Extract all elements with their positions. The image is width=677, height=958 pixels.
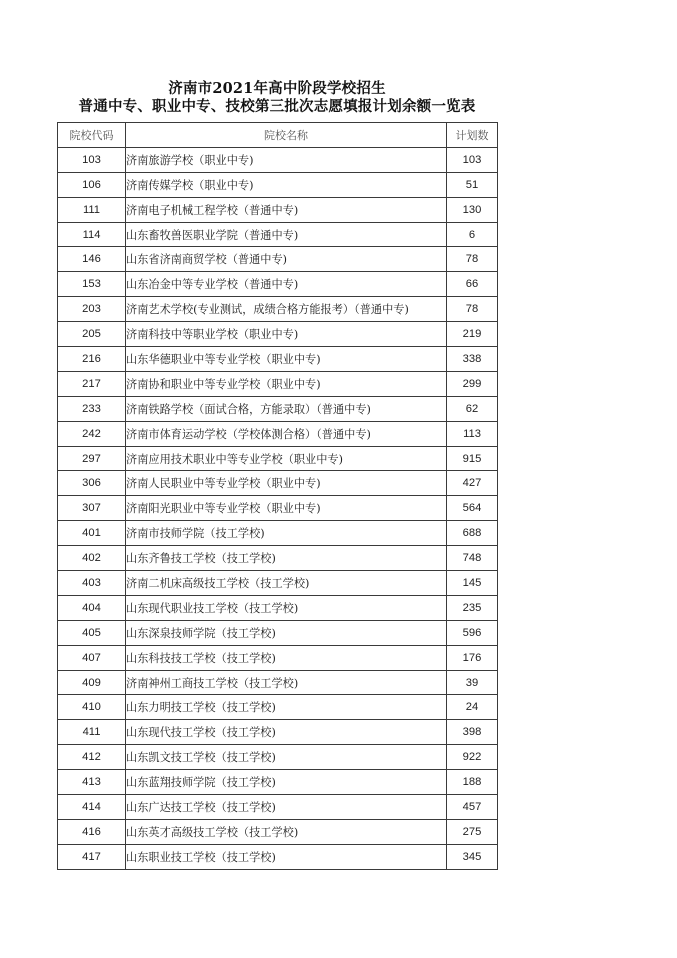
school-name-cell: 山东广达技工学校（技工学校) — [126, 795, 447, 820]
school-name-cell: 济南人民职业中等专业学校（职业中专) — [126, 471, 447, 496]
table-row — [58, 247, 498, 272]
school-name-cell: 山东现代职业技工学校（技工学校) — [126, 595, 447, 620]
plan-count-cell: 338 — [447, 347, 498, 372]
plan-count-cell: 62 — [447, 396, 498, 421]
school-name-cell: 济南应用技术职业中等专业学校（职业中专) — [126, 446, 447, 471]
plan-count-cell: 24 — [447, 695, 498, 720]
header-school-name: 院校名称 — [126, 123, 447, 148]
school-name-cell: 山东冶金中等专业学校（普通中专) — [126, 272, 447, 297]
plan-count-cell: 688 — [447, 521, 498, 546]
plan-count-cell: 78 — [447, 297, 498, 322]
school-name-cell: 山东蓝翔技师学院（技工学校) — [126, 770, 447, 795]
school-name-cell: 济南阳光职业中等专业学校（职业中专) — [126, 496, 447, 521]
table-row — [58, 172, 498, 197]
plan-count-cell: 235 — [447, 595, 498, 620]
plan-count-cell: 427 — [447, 471, 498, 496]
table-row — [58, 695, 498, 720]
plan-count-cell: 596 — [447, 620, 498, 645]
school-code-cell: 404 — [58, 595, 126, 620]
plan-count-cell: 51 — [447, 172, 498, 197]
table-row — [58, 371, 498, 396]
table-row — [58, 297, 498, 322]
school-code-cell: 409 — [58, 670, 126, 695]
table-row — [58, 844, 498, 869]
table-row — [58, 546, 498, 571]
table-body — [58, 147, 498, 869]
school-code-cell: 410 — [58, 695, 126, 720]
school-code-cell: 405 — [58, 620, 126, 645]
school-code-cell: 411 — [58, 720, 126, 745]
school-code-cell: 297 — [58, 446, 126, 471]
school-code-cell: 414 — [58, 795, 126, 820]
plan-count-cell: 103 — [447, 147, 498, 172]
school-name-cell: 济南电子机械工程学校（普通中专) — [126, 197, 447, 222]
table-row — [58, 222, 498, 247]
school-code-cell: 233 — [58, 396, 126, 421]
table-row — [58, 745, 498, 770]
school-name-cell: 济南市体育运动学校（学校体测合格）（普通中专) — [126, 421, 447, 446]
school-name-cell: 山东凯文技工学校（技工学校) — [126, 745, 447, 770]
school-code-cell: 153 — [58, 272, 126, 297]
school-code-cell: 401 — [58, 521, 126, 546]
table-row — [58, 322, 498, 347]
school-name-cell: 山东职业技工学校（技工学校) — [126, 844, 447, 869]
table-row — [58, 819, 498, 844]
plan-count-cell: 299 — [447, 371, 498, 396]
school-name-cell: 济南艺术学校(专业测试，成绩合格方能报考）（普通中专) — [126, 297, 447, 322]
plan-count-cell: 113 — [447, 421, 498, 446]
plan-count-cell: 176 — [447, 645, 498, 670]
table-row — [58, 396, 498, 421]
school-code-cell: 216 — [58, 347, 126, 372]
school-code-cell: 242 — [58, 421, 126, 446]
school-code-cell: 307 — [58, 496, 126, 521]
plan-count-cell: 188 — [447, 770, 498, 795]
plan-table — [57, 122, 498, 870]
table-row — [58, 446, 498, 471]
plan-count-cell: 922 — [447, 745, 498, 770]
document-subtitle: 普通中专、职业中专、技校第三批次志愿填报计划余额一览表 — [78, 98, 476, 115]
document-title: 济南市2021年高中阶段学校招生 — [168, 80, 386, 97]
table-row — [58, 620, 498, 645]
header-school-code: 院校代码 — [58, 123, 126, 148]
school-code-cell: 403 — [58, 571, 126, 596]
school-name-cell: 山东英才高级技工学校（技工学校) — [126, 819, 447, 844]
plan-count-cell: 219 — [447, 322, 498, 347]
plan-count-cell: 398 — [447, 720, 498, 745]
table-row — [58, 720, 498, 745]
plan-count-cell: 130 — [447, 197, 498, 222]
school-name-cell: 山东齐鲁技工学校（技工学校) — [126, 546, 447, 571]
school-code-cell: 407 — [58, 645, 126, 670]
school-code-cell: 111 — [58, 197, 126, 222]
school-name-cell: 山东现代技工学校（技工学校) — [126, 720, 447, 745]
school-name-cell: 济南协和职业中等专业学校（职业中专) — [126, 371, 447, 396]
plan-count-cell: 66 — [447, 272, 498, 297]
school-name-cell: 山东畜牧兽医职业学院（普通中专) — [126, 222, 447, 247]
school-code-cell: 416 — [58, 819, 126, 844]
plan-count-cell: 275 — [447, 819, 498, 844]
school-code-cell: 203 — [58, 297, 126, 322]
plan-count-cell: 748 — [447, 546, 498, 571]
table-header-row — [58, 123, 498, 148]
plan-count-cell: 915 — [447, 446, 498, 471]
plan-count-cell: 145 — [447, 571, 498, 596]
plan-count-cell: 457 — [447, 795, 498, 820]
table-row — [58, 795, 498, 820]
table-row — [58, 421, 498, 446]
school-name-cell: 济南二机床高级技工学校（技工学校) — [126, 571, 447, 596]
school-code-cell: 217 — [58, 371, 126, 396]
table-row — [58, 645, 498, 670]
table-row — [58, 770, 498, 795]
school-code-cell: 114 — [58, 222, 126, 247]
school-code-cell: 106 — [58, 172, 126, 197]
school-code-cell: 417 — [58, 844, 126, 869]
school-code-cell: 402 — [58, 546, 126, 571]
table-row — [58, 272, 498, 297]
table-row — [58, 521, 498, 546]
table-row — [58, 147, 498, 172]
table-row — [58, 670, 498, 695]
school-code-cell: 306 — [58, 471, 126, 496]
plan-count-cell: 78 — [447, 247, 498, 272]
table-row — [58, 496, 498, 521]
school-code-cell: 205 — [58, 322, 126, 347]
plan-count-cell: 345 — [447, 844, 498, 869]
school-name-cell: 山东力明技工学校（技工学校) — [126, 695, 447, 720]
school-name-cell: 山东科技技工学校（技工学校) — [126, 645, 447, 670]
school-code-cell: 412 — [58, 745, 126, 770]
school-name-cell: 济南传媒学校（职业中专) — [126, 172, 447, 197]
school-name-cell: 济南科技中等职业学校（职业中专) — [126, 322, 447, 347]
table-row — [58, 571, 498, 596]
school-name-cell: 济南市技师学院（技工学校) — [126, 521, 447, 546]
school-name-cell: 济南旅游学校（职业中专) — [126, 147, 447, 172]
school-code-cell: 103 — [58, 147, 126, 172]
plan-count-cell: 564 — [447, 496, 498, 521]
table-row — [58, 471, 498, 496]
school-name-cell: 山东省济南商贸学校（普通中专) — [126, 247, 447, 272]
school-name-cell: 济南铁路学校（面试合格，方能录取）（普通中专) — [126, 396, 447, 421]
school-name-cell: 济南神州工商技工学校（技工学校) — [126, 670, 447, 695]
table-row — [58, 197, 498, 222]
school-code-cell: 146 — [58, 247, 126, 272]
plan-count-cell: 39 — [447, 670, 498, 695]
table-row — [58, 595, 498, 620]
header-plan-count: 计划数 — [447, 123, 498, 148]
school-name-cell: 山东深泉技师学院（技工学校) — [126, 620, 447, 645]
plan-count-cell: 6 — [447, 222, 498, 247]
school-code-cell: 413 — [58, 770, 126, 795]
table-row — [58, 347, 498, 372]
school-name-cell: 山东华德职业中等专业学校（职业中专) — [126, 347, 447, 372]
